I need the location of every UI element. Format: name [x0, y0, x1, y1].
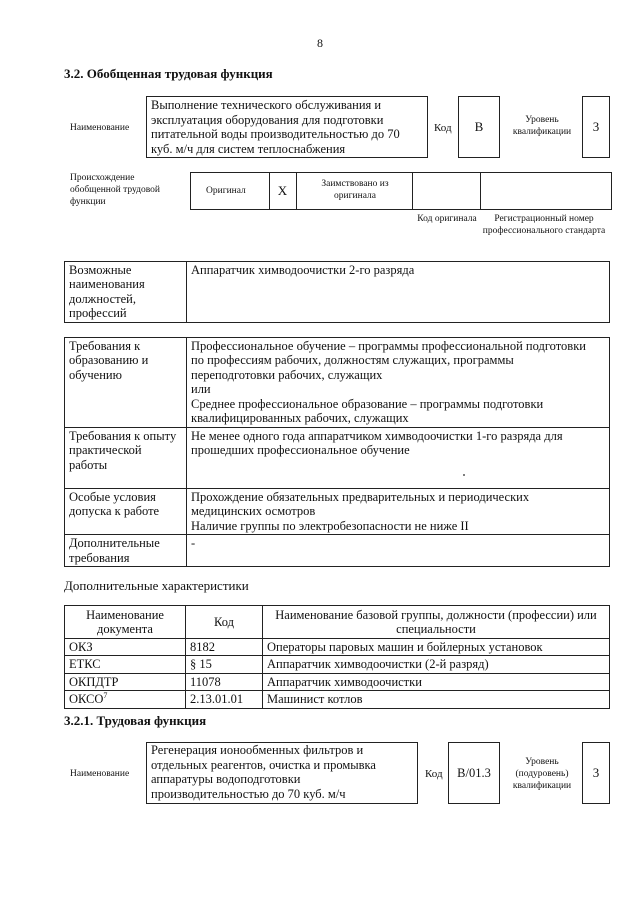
requirement-label: Особые условия допуска к работе: [65, 489, 187, 535]
borrowed-label: Заимствовано из оригинала: [321, 179, 389, 201]
doc-cell: ОКЗ: [65, 639, 186, 656]
name-cell: Аппаратчик химводоочистки: [263, 673, 610, 690]
origin-divider-3: [412, 172, 413, 210]
subsection-heading: 3.2.1. Трудовая функция: [64, 713, 207, 728]
footnote-mark: 7: [103, 691, 108, 701]
code-cell: 8182: [186, 639, 263, 656]
page-number: 8: [317, 36, 323, 50]
name-cell: Операторы паровых машин и бойлерных установок: [263, 639, 610, 656]
origin-divider-2: [296, 172, 297, 210]
qualification-level-value: 3: [592, 119, 600, 134]
requirement-value: [187, 535, 610, 567]
additional-header-row: [65, 606, 610, 639]
function-level-box: [582, 742, 610, 804]
requirement-label: Требования к образованию и обучению: [65, 338, 187, 428]
additional-table: [64, 605, 610, 709]
requirement-row-experience: [65, 428, 610, 489]
requirement-line: Не менее одного года аппаратчиком химводоочистки 1-го разряда для: [191, 429, 563, 443]
function-code-label: Код: [425, 768, 443, 780]
column-header-code: Код: [186, 606, 263, 639]
doc-cell: ЕТКС: [65, 656, 186, 673]
requirement-line: или: [191, 382, 211, 397]
requirement-line: прошедших профессиональное обучение: [191, 443, 410, 458]
positions-table: [64, 261, 610, 323]
table-row: [65, 639, 610, 656]
qualification-level-box: [582, 96, 610, 158]
function-name-line: Регенерация ионообменных фильтров и: [151, 743, 364, 757]
doc-text: ОКСО: [69, 692, 104, 707]
requirement-line: Прохождение обязательных предварительных и периодических: [191, 490, 530, 504]
speck-mark: [463, 474, 465, 476]
table-row: [65, 673, 610, 690]
code-cell: 2.13.01.01: [186, 691, 263, 708]
table-row: [65, 656, 610, 673]
requirement-line: Профессиональное обучение – программы профессиональной подготовки: [191, 339, 586, 353]
function-name-box: [146, 742, 418, 804]
doc-cell: [65, 691, 186, 708]
code-label: Код: [434, 122, 452, 134]
additional-heading: Дополнительные характеристики: [64, 578, 249, 593]
origin-divider-4: [480, 172, 481, 210]
code-value-box: [458, 96, 500, 158]
code-cell: 11078: [186, 673, 263, 690]
code-value: В: [474, 119, 484, 134]
requirement-line: переподготовки рабочих, служащих: [191, 367, 383, 382]
requirement-line: медицинских осмотров: [191, 504, 316, 519]
requirement-line: Наличие группы по электробезопасности не ниже II: [191, 518, 469, 533]
requirements-table: [64, 337, 610, 567]
requirement-line: по профессиям рабочих, должностям служащих, программы: [191, 353, 514, 368]
function-name-line: отдельных реагентов, очистка и промывка: [151, 757, 376, 772]
function-name-line: производительностью до 70 куб. м/ч: [151, 786, 346, 801]
requirement-label: Дополнительные требования: [65, 535, 187, 567]
code-cell: § 15: [186, 656, 263, 673]
name-value: Выполнение технического обслуживания и эксплуатация оборудования для подготовки питательной воды производительностью до 70 куб. м/ч для систем теплоснабжения: [151, 98, 400, 156]
requirement-value: [187, 489, 610, 535]
function-name-line: аппаратуры водоподготовки: [151, 772, 301, 787]
origin-label: Происхождение обобщенной трудовой функции: [70, 173, 160, 207]
function-level-value: 3: [592, 765, 600, 780]
function-code-value: В/01.3: [457, 765, 491, 780]
name-label: Наименование: [70, 123, 130, 133]
qualification-level-label: Уровень квалификации: [512, 115, 572, 137]
requirement-row-admission: [65, 489, 610, 535]
requirement-line: Среднее профессиональное образование – программы подготовки: [191, 396, 544, 411]
requirement-value: [187, 338, 610, 428]
positions-row: [65, 262, 610, 323]
function-level-label: Уровень (подуровень) квалификации: [512, 757, 572, 791]
section-heading: 3.2. Обобщенная трудовая функция: [64, 66, 273, 81]
positions-label: Возможные наименования должностей, профессий: [65, 262, 187, 323]
requirement-line: квалифицированных рабочих, служащих: [191, 411, 409, 426]
requirement-value: [187, 428, 610, 489]
name-cell: Машинист котлов: [263, 691, 610, 708]
name-value-box: [146, 96, 428, 158]
requirement-label: Требования к опыту практической работы: [65, 428, 187, 489]
doc-cell: ОКПДТР: [65, 673, 186, 690]
registration-number-label: Регистрационный номер профессионального стандарта: [482, 214, 606, 236]
original-label: Оригинал: [206, 186, 246, 196]
function-code-box: [448, 742, 500, 804]
requirement-line: -: [191, 536, 196, 551]
requirement-row-additional: [65, 535, 610, 567]
code-original-label: Код оригинала: [417, 214, 477, 224]
original-mark: Х: [277, 183, 288, 198]
requirement-row-education: [65, 338, 610, 428]
table-row: [65, 691, 610, 708]
column-header-name: Наименование базовой группы, должности (профессии) или специальности: [263, 606, 610, 639]
positions-value: Аппаратчик химводоочистки 2-го разряда: [187, 262, 610, 323]
column-header-document: Наименование документа: [65, 606, 186, 639]
function-name-label: Наименование: [70, 769, 130, 779]
name-cell: Аппаратчик химводоочистки (2-й разряд): [263, 656, 610, 673]
